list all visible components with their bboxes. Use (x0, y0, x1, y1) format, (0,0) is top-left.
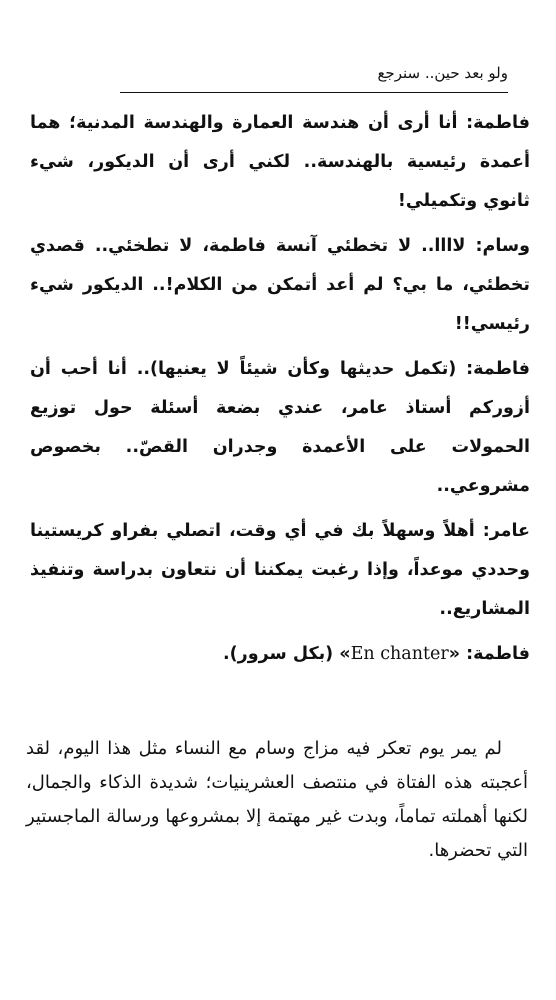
dialogue-text: لاااا.. لا تخطئي آنسة فاطمة، لا تطخئي.. قصدي تخطئي، ما بي؟ لم أعد أتمكن من الكلام!.. الديكور شيء رئيسي!! (30, 236, 530, 334)
speaker-name: فاطمة: (466, 113, 530, 133)
dialogue-entry (30, 512, 530, 629)
narration-paragraph: لم يمر يوم تعكر فيه مزاج وسام مع النساء مثل هذا اليوم، لقد أعجبته هذه الفتاة في منتصف العشرينيات؛ شديدة الذكاء والجمال، لكنها أهملته تماماً، وبدت غير مهتمة إلا بمشروعها ورسالة الماجستير التي تحضرها. (26, 738, 528, 861)
dialogue-entry (30, 227, 530, 344)
latin-phrase: En chanter (350, 644, 449, 664)
speaker-name: عامر: (482, 521, 531, 541)
dialogue-entry (30, 104, 530, 221)
dialogue-entry (30, 350, 530, 506)
speaker-name: وسام: (475, 236, 530, 256)
dialogue-text: (تكمل حديثها وكأن شيئاً لا يعنيها).. أنا أحب أن أزوركم أستاذ عامر، عندي بضعة أسئلة حول توزيع الحمولات على الأعمدة وجدران القصّ.. بخصوص مشروعي.. (30, 359, 530, 496)
dialogue-text: » (بكل سرور). (223, 644, 351, 664)
speaker-name: فاطمة: (466, 644, 530, 664)
dialogue-entry (30, 635, 530, 674)
quote-open: « (448, 644, 461, 664)
dialogue-text: أهلاً وسهلاً بك في أي وقت، اتصلي بفراو كريستينا وحددي موعداً، وإذا رغبت يمكننا أن نتعاون بدراسة وتنفيذ المشاريع.. (30, 521, 530, 619)
dialogue-text: أنا أرى أن هندسة العمارة والهندسة المدنية؛ هما أعمدة رئيسية بالهندسة.. لكني أرى أن الديكور، شيء ثانوي وتكميلي! (30, 113, 530, 211)
header-divider (120, 92, 508, 93)
dialogue-section (30, 104, 530, 680)
running-header: ولو بعد حين.. سنرجع (377, 64, 508, 82)
speaker-name: فاطمة: (466, 359, 530, 379)
